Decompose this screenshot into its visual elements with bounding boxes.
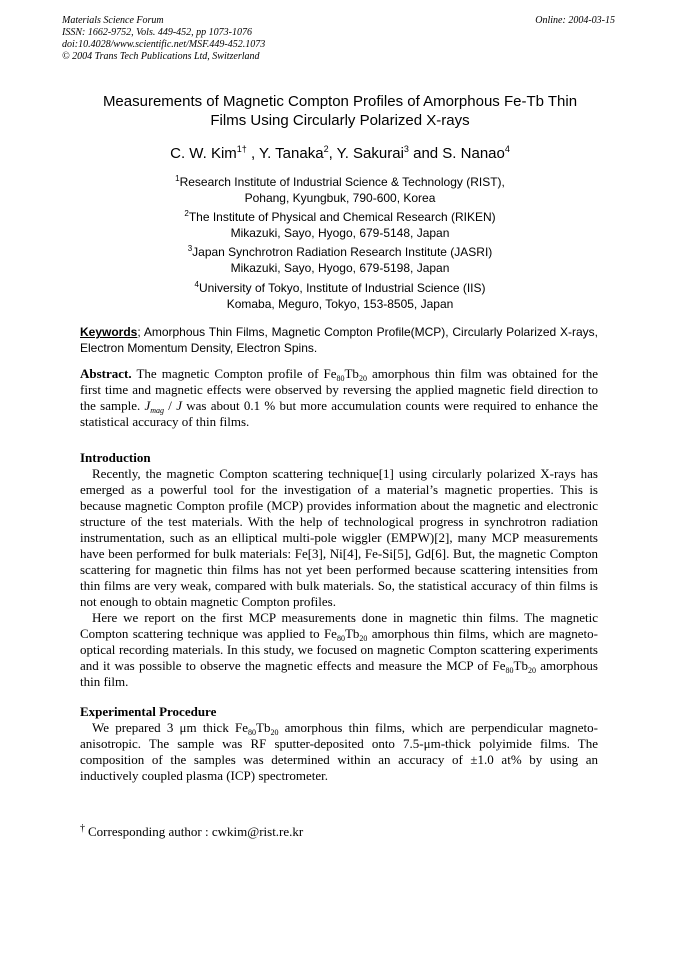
abstract-text-1: The magnetic Compton profile of Fe xyxy=(131,366,337,381)
author-2: , Y. Tanaka xyxy=(246,145,324,162)
footnote-text: Corresponding author : cwkim@rist.re.kr xyxy=(88,824,304,839)
author-3: , Y. Sakurai xyxy=(328,145,404,162)
intro-p2-text-b: Tb xyxy=(344,626,360,641)
journal-doi: doi:10.4028/www.scientific.net/MSF.449-452.1073 xyxy=(62,39,266,50)
abstract-text-4: was about 0.1 % but more accumulation counts were required to enhance the statistical accuracy of thin films. xyxy=(80,398,598,429)
paper-title xyxy=(60,92,620,130)
keywords xyxy=(80,324,598,356)
author-1-sup: 1† xyxy=(236,144,247,154)
exp-subscript-1: 80 xyxy=(248,728,257,737)
introduction-paragraph-1: Recently, the magnetic Compton scattering technique[1] using circularly polarized X-rays has emerged as a powerful tool for the investigation of a material’s magnetic properties. This is because magnetic Compton profile (MCP) provides information about the magnetic and electronic structure of the test materials. With the help of technological progress in synchrotron radiation instrumentation, such as an elliptical multi-pole wiggler (EMPW)[2], many MCP measurements have been performed for bulk materials: Fe[3], Ni[4], Fe-Si[5], Gd[6]. But, the magnetic Compton scattering for magnetic thin films has not yet been performed because scattering intensities from thin films are very weak, compared with bulk materials. So, the statistical accuracy of thin films is not enough to obtain magnetic Compton profiles. xyxy=(80,466,598,609)
footnote-dagger: † xyxy=(80,823,85,834)
journal-issn: ISSN: 1662-9752, Vols. 449-452, pp 1073-1076 xyxy=(62,27,252,38)
experimental-section xyxy=(80,704,598,784)
affiliation-3-line-2: Mikazuki, Sayo, Hyogo, 679-5198, Japan xyxy=(230,261,450,275)
footnote xyxy=(80,824,303,840)
experimental-paragraph xyxy=(80,720,598,784)
abstract-subscript-1: 80 xyxy=(336,374,345,383)
introduction-paragraph-2 xyxy=(80,610,598,690)
online-date: Online: 2004-03-15 xyxy=(535,15,615,26)
journal-header xyxy=(62,15,265,63)
affiliation-2-line-1: The Institute of Physical and Chemical Research (RIKEN) xyxy=(188,210,496,224)
affiliation-1-sup: 1 xyxy=(175,174,180,183)
intro-p2-subscript-4: 20 xyxy=(527,666,536,675)
formula-j-subscript: mag xyxy=(150,406,165,415)
intro-p2-text-a: Here we report on the first MCP measurements done in magnetic thin films. The magnetic Compton scattering technique was applied to Fe xyxy=(80,610,598,641)
abstract-label: Abstract. xyxy=(80,366,132,381)
keywords-text: ; Amorphous Thin Films, Magnetic Compton Profile(MCP), Circularly Polarized X-rays, Electron Momentum Density, Electron Spins. xyxy=(80,325,598,355)
introduction-section xyxy=(80,450,598,690)
author-1: C. W. Kim xyxy=(170,145,237,162)
affiliation-3-sup: 3 xyxy=(187,244,193,253)
intro-p2-text-e: amorphous thin film. xyxy=(80,658,598,689)
journal-copyright: © 2004 Trans Tech Publications Ltd, Switzerland xyxy=(62,51,260,62)
title-line-2: Films Using Circularly Polarized X-rays xyxy=(210,112,470,129)
intro-p2-text-c: amorphous thin films, which are magneto-optical recording materials. In this study, we focused on magnetic Compton scattering experiments and it was possible to observe the magnetic effects and measure the MCP of Fe xyxy=(80,626,598,673)
abstract-subscript-2: 20 xyxy=(358,374,367,383)
author-list xyxy=(60,144,620,164)
keywords-label: Keywords xyxy=(80,325,138,339)
exp-text-c: amorphous thin films, which are perpendicular magneto-anisotropic. The sample was RF sputter-deposited onto 7.5-μm-thick polyimide films. The composition of the samples was determined within an accuracy of ±1.0 at% by using an inductively coupled plasma (ICP) spectrometer. xyxy=(80,720,598,783)
formula-j: J xyxy=(144,398,151,413)
abstract xyxy=(80,366,598,430)
abstract-text-2: Tb xyxy=(344,366,359,381)
intro-p2-subscript-3: 80 xyxy=(505,666,514,675)
author-2-sup: 2 xyxy=(323,144,329,154)
affiliation-2-sup: 2 xyxy=(184,209,189,218)
affiliation-2-line-2: Mikazuki, Sayo, Hyogo, 679-5148, Japan xyxy=(230,226,450,240)
affiliation-1-line-2: Pohang, Kyungbuk, 790-600, Korea xyxy=(244,191,436,205)
affiliation-3-line-1: Japan Synchrotron Radiation Research Institute (JASRI) xyxy=(192,245,493,259)
exp-text-a: We prepared 3 μm thick Fe xyxy=(92,720,249,735)
formula-slash: / xyxy=(164,398,177,413)
formula-j-denominator: J xyxy=(176,398,182,413)
affiliation-4 xyxy=(60,280,620,312)
author-4-sup: 4 xyxy=(504,144,510,154)
author-3-sup: 3 xyxy=(403,144,409,154)
affiliation-3 xyxy=(60,244,620,276)
intro-p2-subscript-2: 20 xyxy=(359,634,368,643)
affiliation-2 xyxy=(60,209,620,241)
intro-p2-text-d: Tb xyxy=(513,658,528,673)
exp-subscript-2: 20 xyxy=(270,728,279,737)
affiliation-4-sup: 4 xyxy=(194,280,199,289)
journal-name: Materials Science Forum xyxy=(62,15,164,26)
affiliation-1-line-1: Research Institute of Industrial Science & Technology (RIST), xyxy=(179,175,505,189)
affiliation-1 xyxy=(60,174,620,206)
title-line-1: Measurements of Magnetic Compton Profiles of Amorphous Fe-Tb Thin xyxy=(102,93,578,110)
introduction-heading: Introduction xyxy=(80,450,151,465)
intro-p2-subscript-1: 80 xyxy=(336,634,345,643)
affiliation-4-line-2: Komaba, Meguro, Tokyo, 153-8505, Japan xyxy=(226,297,454,311)
abstract-text-3: amorphous thin film was obtained for the first time and magnetic effects were observed by reversing the applied magnetic field direction to the sample. xyxy=(80,366,599,413)
exp-text-b: Tb xyxy=(256,720,271,735)
experimental-heading: Experimental Procedure xyxy=(80,704,217,719)
affiliation-4-line-1: University of Tokyo, Institute of Industrial Science (IIS) xyxy=(198,281,486,295)
author-4: and S. Nanao xyxy=(408,145,505,162)
